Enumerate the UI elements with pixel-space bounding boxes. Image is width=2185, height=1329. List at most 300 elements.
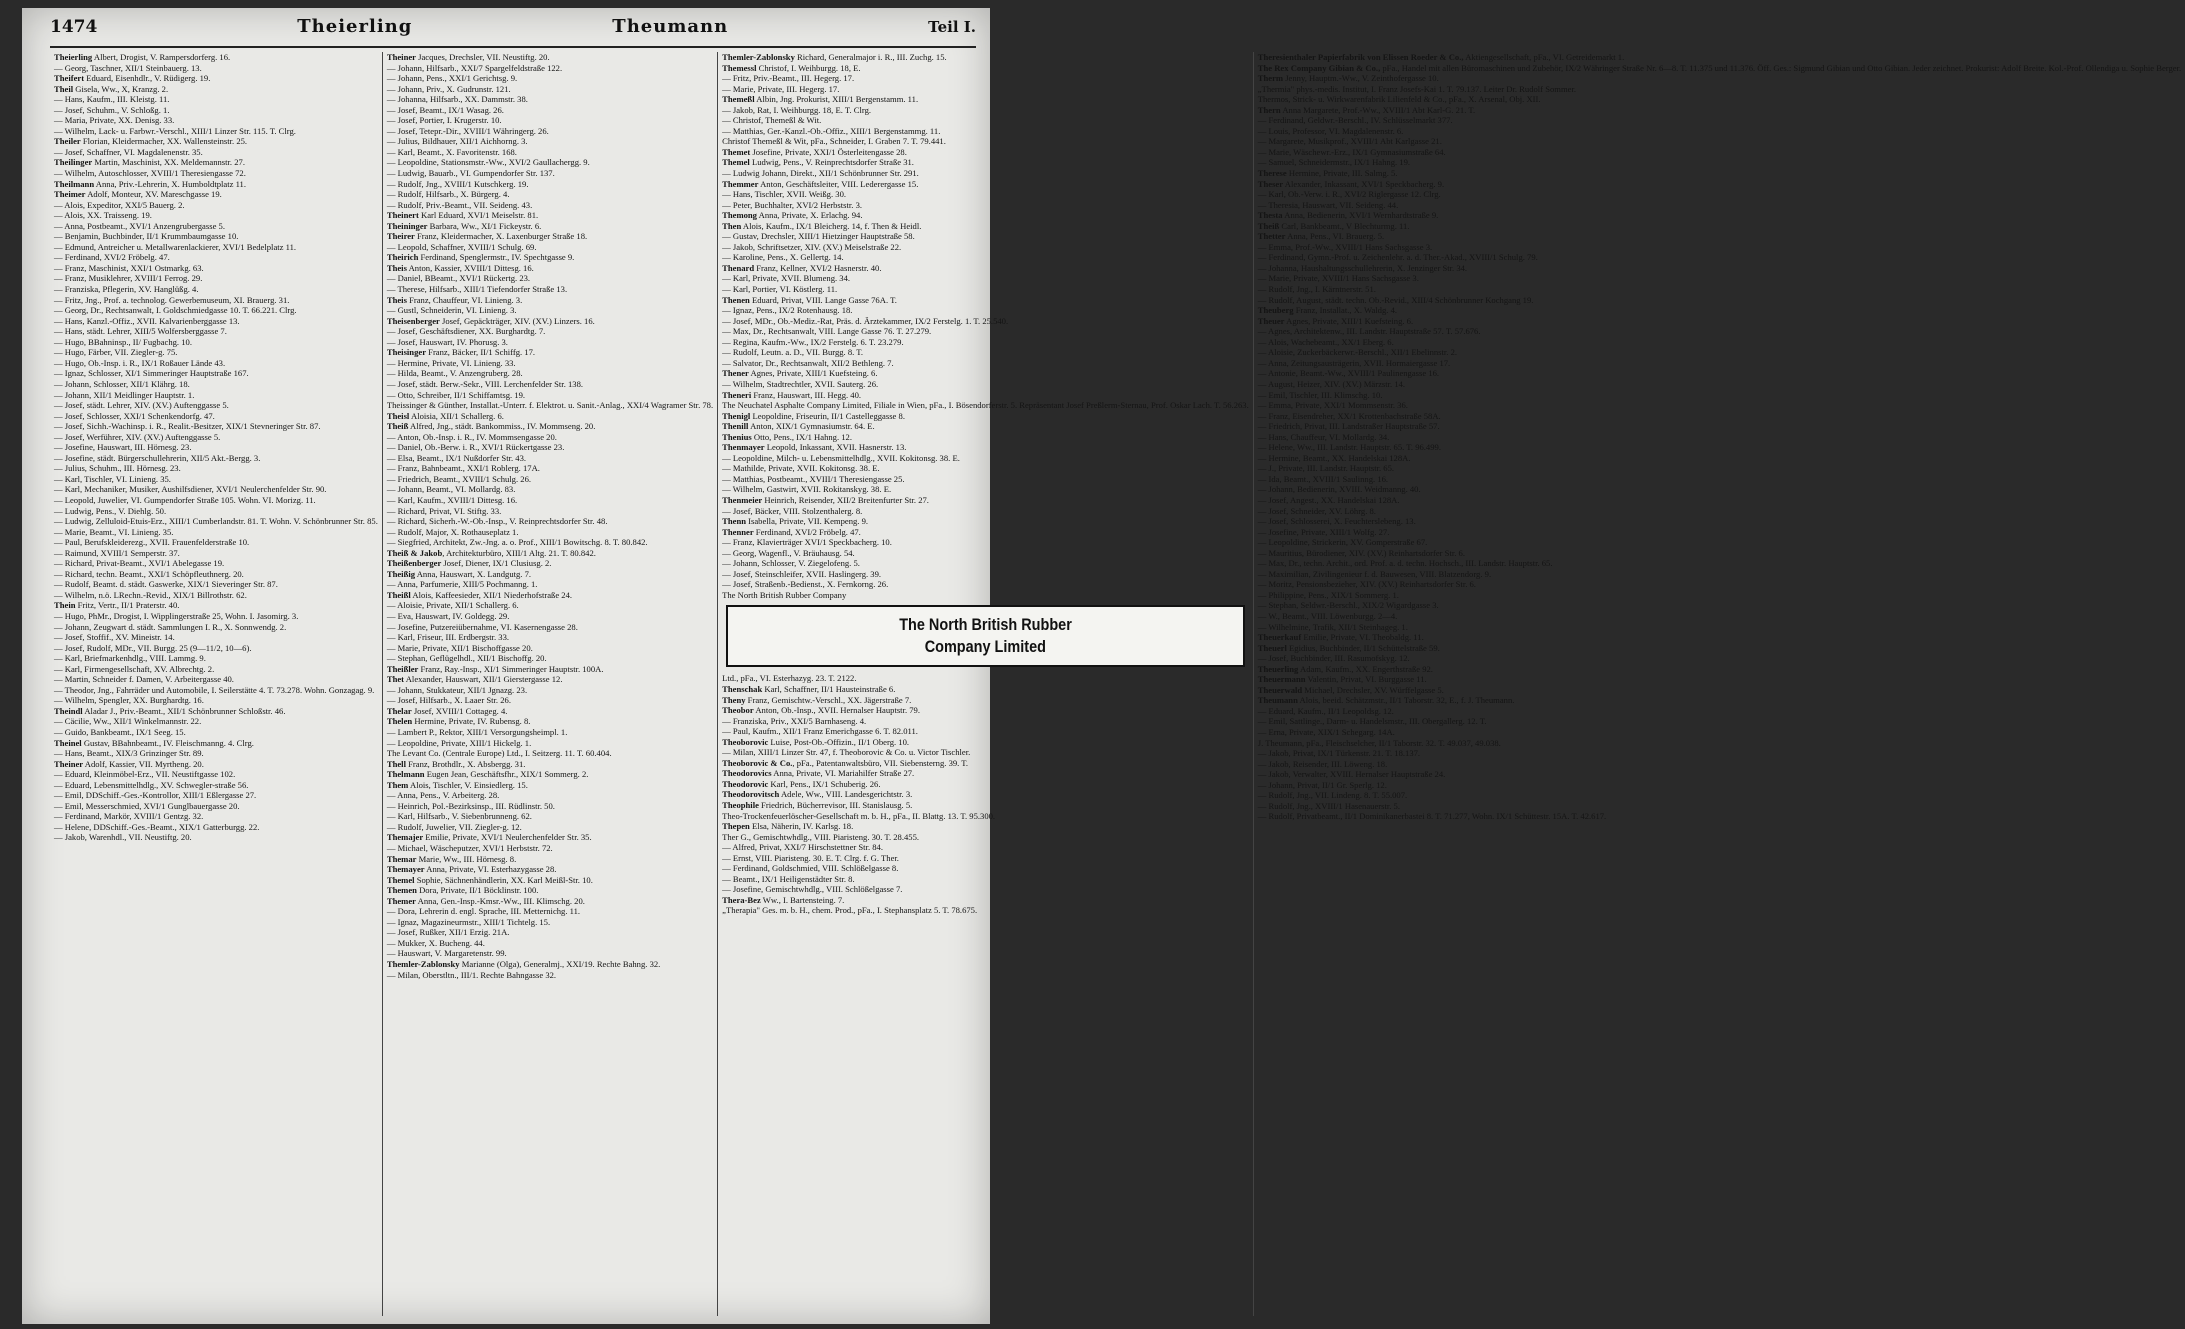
directory-entry bbox=[54, 506, 378, 517]
entry-details: — Josefine, Hauswart, III. Hörnesg. 23. bbox=[54, 442, 192, 453]
entry-details: — Jakob, Verwalter, XVIII. Hernalser Hauptstraße 24. bbox=[1257, 769, 1446, 780]
entry-details: Christof Themeßl & Wit, pFa., Schneider, I. Graben 7. T. 79.441. bbox=[722, 136, 946, 147]
directory-entry bbox=[722, 94, 1249, 105]
directory-entry bbox=[54, 105, 378, 116]
entry-details: J. Theumann, pFa., Fleischselcher, II/1 Taborstr. 32. T. 49.037, 49.038. bbox=[1257, 737, 1501, 748]
directory-entry bbox=[387, 548, 713, 559]
entry-surname: Thell bbox=[386, 758, 406, 769]
directory-entry bbox=[1258, 801, 2181, 812]
entry-surname: Themayer bbox=[386, 864, 425, 875]
entry-details: Franz, Gemischtw.-Verschl., XX. Jägerstraße 7. bbox=[745, 694, 912, 705]
directory-entry bbox=[722, 800, 1249, 811]
directory-entry bbox=[54, 706, 378, 717]
entry-surname: Themessl bbox=[722, 62, 757, 73]
entry-details: — Milan, XIII/1 Linzer Str. 47, f. Theoborovic & Co. u. Victor Tischler. bbox=[722, 747, 971, 758]
directory-entry bbox=[1258, 579, 2181, 590]
directory-entry bbox=[54, 295, 378, 306]
directory-entry bbox=[387, 843, 713, 854]
entry-details: — Josef, Hauswart, IV. Phorusg. 3. bbox=[386, 336, 508, 347]
entry-details: — Edmund, Antreicher u. Metallwarenlackierer, XVI/1 Bedelplatz 11. bbox=[54, 241, 297, 252]
entry-surname: Theuberg bbox=[1257, 305, 1294, 316]
directory-entry bbox=[54, 179, 378, 190]
entry-details: — Josef, Werführer, XIV. (XV.) Auftenggasse 5. bbox=[54, 431, 221, 442]
directory-entry bbox=[54, 611, 378, 622]
page-number: 1474 bbox=[50, 17, 98, 37]
entry-details: — Johann, Schlosser, V. Ziegelofeng. 5. bbox=[722, 558, 860, 569]
directory-entry bbox=[387, 885, 713, 896]
directory-entry bbox=[1258, 368, 2181, 379]
directory-entry bbox=[387, 674, 713, 685]
entry-details: Alois, beeid. Schätzmstr., II/1 Taborstr. 32, E., f. J. Theumann. bbox=[1297, 695, 1515, 706]
directory-entry bbox=[1258, 632, 2181, 643]
directory-entry bbox=[1258, 442, 2181, 453]
directory-entry bbox=[387, 189, 713, 200]
directory-entry bbox=[54, 189, 378, 200]
entry-details: — Maria, Private, XX. Denisg. 33. bbox=[54, 115, 175, 126]
entry-details: — Wilhelm, Gastwirt, XVII. Rokitanskyg. 38. E. bbox=[722, 484, 892, 495]
entry-details: — Matthias, Postbeamt., XVIII/1 Theresiengasse 25. bbox=[722, 473, 905, 484]
entry-details: — Wilhelm, Lack- u. Farbwr.-Verschl., XIII/1 Linzer Str. 115. T. Clrg. bbox=[54, 125, 296, 136]
entry-details: — Georg, Wagenfl., V. Bräuhausg. 54. bbox=[722, 547, 855, 558]
directory-entry bbox=[1258, 305, 2181, 316]
directory-entry bbox=[1258, 94, 2181, 105]
entry-details: — Hans, Beamt., XIX/3 Grinzinger Str. 89. bbox=[54, 748, 204, 759]
directory-entry bbox=[722, 411, 1249, 422]
directory-entry bbox=[54, 748, 378, 759]
directory-entry bbox=[387, 780, 713, 791]
entry-surname: Themen bbox=[386, 885, 417, 896]
directory-entry bbox=[1258, 136, 2181, 147]
directory-entry bbox=[54, 664, 378, 675]
directory-entry bbox=[722, 347, 1249, 358]
entry-details: — Karl, Portier, VI. Köstlerg. 11. bbox=[722, 284, 838, 295]
directory-entry bbox=[722, 895, 1249, 906]
entry-surname: Themar bbox=[386, 853, 417, 864]
directory-entry bbox=[1258, 316, 2181, 327]
directory-entry bbox=[54, 63, 378, 74]
directory-entry bbox=[387, 906, 713, 917]
entry-details: Theissinger & Günther, Installat.-Unterr. f. Elektrot. u. Sanit.-Anlag., XXI/4 Wagramer Str. 78. bbox=[386, 400, 714, 411]
directory-entry bbox=[1258, 358, 2181, 369]
directory-entry bbox=[54, 653, 378, 664]
entry-details: — Alois, Wachebeamt., XX/1 Eberg. 6. bbox=[1257, 336, 1394, 347]
entry-surname: Theilinger bbox=[54, 157, 93, 168]
entry-details: Anna, Private, X. Erlachg. 94. bbox=[756, 210, 863, 221]
directory-entry bbox=[1258, 189, 2181, 200]
entry-details: Elsa, Näherin, IV. Karlsg. 18. bbox=[749, 821, 854, 832]
entry-surname: Theimer bbox=[54, 189, 86, 200]
directory-entry bbox=[722, 284, 1249, 295]
entry-surname: Thenmayer bbox=[722, 442, 765, 453]
directory-entry bbox=[722, 863, 1249, 874]
entry-details: — Karl, Hilfsarb., V. Siebenbrunneng. 62. bbox=[386, 811, 532, 822]
entry-details: Florian, Kleidermacher, XX. Wallensteinstr. 25. bbox=[80, 136, 248, 147]
directory-entry bbox=[387, 896, 713, 907]
directory-entry bbox=[54, 674, 378, 685]
entry-surname: Therese bbox=[1257, 168, 1287, 179]
entry-details: — Marie, Wäschewr.-Erz., IX/1 Gymnasiumstraße 64. bbox=[1257, 146, 1446, 157]
directory-entry bbox=[387, 242, 713, 253]
directory-entry bbox=[722, 400, 1249, 411]
directory-entry bbox=[722, 779, 1249, 790]
entry-details: — Marie, Private, III. Hegerg. 17. bbox=[722, 83, 840, 94]
directory-entry bbox=[54, 600, 378, 611]
entry-details: — Emma, Private, XXI/1 Mommsenstr. 36. bbox=[1257, 400, 1408, 411]
entry-details: Karl, Schaffner, II/1 Hausteinstraße 6. bbox=[762, 683, 896, 694]
directory-entry bbox=[1258, 126, 2181, 137]
directory-entry bbox=[1258, 379, 2181, 390]
directory-entry bbox=[1258, 664, 2181, 675]
directory-entry bbox=[54, 126, 378, 137]
directory-entry bbox=[54, 379, 378, 390]
directory-entry bbox=[722, 537, 1249, 548]
entry-details: — Martin, Schneider f. Damen, V. Arbeitergasse 40. bbox=[54, 674, 234, 685]
entry-surname: Thenner bbox=[722, 526, 754, 537]
entry-details: — Mathilde, Private, XVII. Kokitonsg. 38. E. bbox=[722, 463, 880, 474]
entry-surname: Theobor bbox=[722, 705, 754, 716]
directory-entry bbox=[722, 242, 1249, 253]
entry-details: Josefine, Private, XXI/1 Österleitengasse 28. bbox=[750, 146, 907, 157]
directory-entry bbox=[1258, 506, 2181, 517]
entry-details: — W., Beamt., VIII. Löwenburgg. 2—4. bbox=[1257, 610, 1398, 621]
entry-surname: Thenschak bbox=[722, 683, 763, 694]
entry-details: Anna, Private, VI. Mariahilfer Straße 27. bbox=[771, 768, 915, 779]
entry-details: — Josef, Schlosserei, X. Feuchterslebeng. 13. bbox=[1257, 516, 1416, 527]
entry-details: Franz, Hauswart, III. Hegg. 40. bbox=[751, 389, 862, 400]
directory-entry bbox=[387, 748, 713, 759]
directory-entry bbox=[722, 263, 1249, 274]
directory-entry bbox=[722, 358, 1249, 369]
entry-details: , Architekturbüro, XIII/1 Altg. 21. T. 80.842. bbox=[442, 547, 596, 558]
entry-details: — Hans, Kanzl.-Offiz., XVII. Kalvarienberggasse 13. bbox=[54, 315, 240, 326]
entry-details: Sophie, Sächnenhändlerin, XX. Karl Meißl-Str. 10. bbox=[414, 874, 593, 885]
directory-entry bbox=[1258, 590, 2181, 601]
directory-entry bbox=[387, 221, 713, 232]
directory-entry bbox=[722, 495, 1249, 506]
entry-details: — Karoline, Pens., X. Gellertg. 14. bbox=[722, 252, 844, 263]
entry-details: Otto, Pens., IX/1 Hahng. 12. bbox=[751, 431, 853, 442]
entry-details: Emilie, Private, VI. Theobaldg. 11. bbox=[1301, 632, 1424, 643]
directory-entry bbox=[54, 337, 378, 348]
directory-entry bbox=[387, 115, 713, 126]
directory-entry bbox=[1258, 63, 2181, 74]
directory-entry bbox=[54, 790, 378, 801]
directory-entry bbox=[1258, 622, 2181, 633]
directory-entry bbox=[387, 63, 713, 74]
entry-details: Josef, XVIII/1 Cottageg. 4. bbox=[411, 705, 508, 716]
directory-entry bbox=[722, 548, 1249, 559]
entry-details: Ferdinand, XVI/2 Fröbelg. 47. bbox=[753, 526, 861, 537]
directory-entry bbox=[1258, 242, 2181, 253]
directory-entry bbox=[54, 643, 378, 654]
directory-entry bbox=[54, 801, 378, 812]
entry-details: Thermos, Strick- u. Wirkwarenfabrik Lilienfeld & Co., pFa., X. Arsenal, Obj. XII. bbox=[1257, 94, 1541, 105]
directory-entry bbox=[722, 52, 1249, 63]
entry-details: — Karl, Friseur, III. Erdbergstr. 33. bbox=[386, 632, 510, 643]
entry-details: — Jakob, Rat, I. Weihburgg. 18, E. T. Clrg. bbox=[722, 104, 872, 115]
directory-entry bbox=[1258, 52, 2181, 63]
directory-entry bbox=[54, 685, 378, 696]
directory-entry bbox=[1258, 769, 2181, 780]
entry-details: Albert, Drogist, V. Rampersdorferg. 16. bbox=[92, 52, 231, 62]
entry-surname: Themer bbox=[386, 895, 416, 906]
entry-details: Marianne (Olga), Generalmj., XXI/19. Rechte Bahng. 32. bbox=[459, 959, 661, 970]
entry-details: — Wilhelm, Stadtrechtler, XVII. Sauterg. 26. bbox=[722, 378, 879, 389]
entry-details: Ludwig, Pens., V. Reinprechtsdorfer Straße 31. bbox=[749, 157, 914, 168]
entry-details: Jenny, Hauptm.-Ww., V. Zeinthofergasse 10. bbox=[1283, 73, 1439, 84]
directory-entry bbox=[1258, 748, 2181, 759]
directory-entry bbox=[54, 727, 378, 738]
directory-entry bbox=[387, 168, 713, 179]
directory-entry bbox=[387, 326, 713, 337]
entry-details: — Matthias, Ger.-Kanzl.-Ob.-Offiz., XIII/1 Bergenstammg. 11. bbox=[722, 125, 941, 136]
entry-details: Alois, Tischler, V. Einsiedlerg. 15. bbox=[408, 779, 528, 790]
directory-entry bbox=[1258, 653, 2181, 664]
directory-entry bbox=[387, 379, 713, 390]
entry-details: — Karl, Beamt., X. Favoritenstr. 168. bbox=[386, 146, 517, 157]
directory-entry bbox=[387, 390, 713, 401]
entry-details: „Thermia" phys.-medis. Institut, I. Franz Josefs-Kai 1. T. 79.137. Leiter Dr. Rudolf Sommer. bbox=[1257, 83, 1576, 94]
directory-entry bbox=[722, 579, 1249, 590]
entry-details: — Leopoldine, Strickerin, XV. Gomperstraße 67. bbox=[1257, 537, 1428, 548]
directory-entry bbox=[54, 590, 378, 601]
entry-details: Anna, Gen.-Insp.-Kmsr.-Ww., III. Klimschg. 20. bbox=[415, 895, 585, 906]
directory-entry bbox=[722, 590, 1249, 601]
directory-entry bbox=[1258, 84, 2181, 95]
entry-details: — Rudolf, Leutn. a. D., VII. Burgg. 8. T. bbox=[722, 347, 864, 358]
directory-entry bbox=[722, 516, 1249, 527]
entry-details: — August, Heizer, XIV. (XV.) Märzstr. 14. bbox=[1257, 378, 1406, 389]
directory-entry bbox=[722, 737, 1249, 748]
directory-entry bbox=[1258, 231, 2181, 242]
entry-surname: Them bbox=[386, 779, 409, 790]
entry-details: — Erna, Private, XIX/1 Schegarg. 14A. bbox=[1257, 727, 1395, 737]
entry-details: — Johann, XII/1 Meidlinger Hauptstr. 1. bbox=[54, 389, 195, 400]
entry-details: — Johanna, Hilfsarb., XX. Dammstr. 38. bbox=[386, 94, 528, 105]
directory-entry bbox=[387, 453, 713, 464]
directory-entry bbox=[54, 305, 378, 316]
entry-details: — Otto, Schreiber, II/1 Schiffamtsg. 19. bbox=[386, 389, 526, 400]
entry-details: Eduard, Privat, VIII. Lange Gasse 76A. T. bbox=[749, 294, 897, 305]
directory-entry bbox=[387, 421, 713, 432]
directory-entry bbox=[1258, 179, 2181, 190]
directory-entry bbox=[387, 600, 713, 611]
directory-entry bbox=[387, 970, 713, 981]
entry-details: Anna Margarete, Prof.-Ww., XVIII/1 Abt Karl-G. 21. T. bbox=[1280, 104, 1476, 115]
directory-entry bbox=[1258, 759, 2181, 770]
entry-details: — Richard, techn. Beamt., XXI/1 Schöpfleuthnerg. 20. bbox=[54, 568, 244, 579]
directory-entry bbox=[54, 527, 378, 538]
entry-details: Eugen Jean, Geschäftsfhr., XIX/1 Sommerg. 2. bbox=[424, 769, 589, 780]
directory-entry bbox=[387, 917, 713, 928]
entry-details: Marie, Ww., III. Hörnesg. 8. bbox=[416, 853, 517, 864]
directory-entry bbox=[722, 157, 1249, 168]
directory-entry bbox=[387, 948, 713, 959]
entry-surname: Theodorovic bbox=[722, 778, 769, 789]
directory-entry bbox=[722, 252, 1249, 263]
entry-details: pFa., Handel mit allen Büromaschinen und Zubehör, IX/2 Währinger Straße Nr. 6—8. T. 11.375 und 11.376. Öff. Ges.: Sigmund Gibian und Otto Gibian. Jeder zeichnet. Prokurist: Adolf Breite. Kol.-Prof. Ollendiga u. Sophie Berger. bbox=[1380, 62, 2182, 73]
entry-details: — Lambert P., Rektor, XIII/1 Versorgungsheimpl. 1. bbox=[386, 727, 568, 737]
entry-details: Ther G., Gemischtwhdlg., VIII. Piaristeng. 30. T. 28.455. bbox=[722, 831, 920, 842]
directory-entry bbox=[54, 273, 378, 284]
directory-entry bbox=[1258, 210, 2181, 221]
entry-surname: Theuerwald bbox=[1257, 684, 1303, 695]
entry-details: — Wilhelmine, Trafik, XII/1 Steinhageg. 1. bbox=[1257, 621, 1408, 632]
directory-entry bbox=[722, 432, 1249, 443]
entry-details: — Mukker, X. Bucheng. 44. bbox=[386, 937, 485, 948]
directory-entry bbox=[387, 358, 713, 369]
entry-details: — Ignaz, Magazineurmstr., XIII/1 Tichtelg. 15. bbox=[386, 916, 551, 927]
directory-entry bbox=[54, 769, 378, 780]
directory-entry bbox=[1258, 200, 2181, 211]
entry-details: Emilie, Private, XVI/1 Neulerchenfelder Str. 35. bbox=[423, 832, 592, 843]
entry-details: Christof, I. Weihburgg. 18, E. bbox=[756, 62, 861, 73]
entry-details: Hermine, Private, III. Salmg. 5. bbox=[1286, 168, 1398, 179]
entry-details: — Josef, Schneider, XV. Löhrg. 8. bbox=[1257, 505, 1376, 516]
entry-details: Karl, Pens., IX/1 Schuberig. 26. bbox=[768, 778, 881, 789]
entry-details: — Salvator, Dr., Rechtsanwalt, XII/2 Bethleng. 7. bbox=[722, 357, 894, 368]
entry-details: — Antonie, Beamt.-Ww., XVIII/1 Paulinengasse 16. bbox=[1257, 368, 1440, 379]
directory-entry bbox=[54, 242, 378, 253]
directory-entry bbox=[387, 854, 713, 865]
entry-surname: Theißig bbox=[386, 568, 416, 579]
entry-details: — Jakob, Schriftsetzer, XIV. (XV.) Meiselstraße 22. bbox=[722, 241, 902, 252]
entry-surname: Theisinger bbox=[386, 347, 427, 358]
column-4 bbox=[1254, 52, 2185, 1316]
entry-surname: Theresienthaler Papierfabrik von Elissen Roeder & Co., bbox=[1257, 52, 1464, 62]
directory-entry bbox=[54, 221, 378, 232]
entry-details: Barbara, Ww., XI/1 Fickeystr. 6. bbox=[427, 220, 542, 231]
directory-entry bbox=[1258, 263, 2181, 274]
directory-entry bbox=[54, 168, 378, 179]
entry-details: — Josef, Geschäftsdiener, XX. Burghardtg. 7. bbox=[386, 326, 546, 337]
entry-details: — Karl, Ob.-Verw. i. R., XVI/2 Riglergasse 12. Clrg. bbox=[1257, 189, 1441, 200]
entry-details: Leopoldine, Friseurin, II/1 Castelleggasse 8. bbox=[750, 410, 905, 421]
entry-details: — Anna, Postbeamt., XVI/1 Anzengrubergasse 5. bbox=[54, 220, 225, 231]
directory-entry bbox=[387, 252, 713, 263]
entry-details: Martin, Maschinist, XX. Meldemannstr. 27. bbox=[92, 157, 245, 168]
entry-details: — Hugo, Färber, VII. Ziegler-g. 75. bbox=[54, 347, 178, 358]
entry-surname: Therm bbox=[1257, 73, 1284, 84]
entry-details: — Rudolf, Priv.-Beamt., VII. Seideng. 43. bbox=[386, 199, 533, 210]
entry-surname: Theißl bbox=[386, 589, 411, 600]
entry-details: Anna, Hauswart, X. Landgutg. 7. bbox=[415, 568, 532, 579]
running-head-left: Theierling bbox=[297, 16, 413, 37]
directory-entry bbox=[387, 864, 713, 875]
directory-entry bbox=[387, 442, 713, 453]
directory-entry bbox=[54, 400, 378, 411]
entry-details: — Dora, Lehrerin d. engl. Sprache, III. Metternichg. 11. bbox=[386, 906, 581, 917]
entry-surname: The Rex Company Gibian & Co., bbox=[1257, 62, 1381, 73]
directory-entry bbox=[1258, 716, 2181, 727]
entry-surname: Thet bbox=[386, 674, 405, 685]
entry-details: — Karl, Briefmarkenhdlg., VIII. Lammg. 9. bbox=[54, 653, 206, 664]
directory-entry bbox=[387, 579, 713, 590]
directory-entry bbox=[1258, 706, 2181, 717]
directory-entry bbox=[722, 231, 1249, 242]
entry-details: — Ludwig Johann, Direkt., XII/1 Schönbrunner Str. 291. bbox=[722, 168, 919, 179]
entry-details: — Rudolf, Jng., XVIII/1 Kutschkerg. 19. bbox=[386, 178, 529, 189]
entry-details: — Moritz, Pensionsbezieher, XIV. (XV.) Reinhartsdorfer Str. 6. bbox=[1257, 579, 1476, 590]
directory-entry bbox=[387, 495, 713, 506]
advertisement-text: The North British Rubber bbox=[899, 615, 1072, 635]
entry-surname: Theiß bbox=[1257, 220, 1280, 231]
directory-entry bbox=[1258, 421, 2181, 432]
directory-entry bbox=[722, 368, 1249, 379]
entry-details: — Hauswart, V. Margaretenstr. 99. bbox=[386, 948, 507, 959]
directory-entry bbox=[54, 263, 378, 274]
directory-entry bbox=[387, 84, 713, 95]
directory-entry bbox=[387, 474, 713, 485]
entry-surname: Thenill bbox=[722, 421, 749, 432]
entry-details: — Eva, Hauswart, IV. Goldegg. 29. bbox=[386, 610, 510, 621]
entry-details: — Richard, Privat, VI. Stiftg. 33. bbox=[386, 505, 502, 516]
entry-details: — Josef, Buchbinder, III. Rasumofskyg. 12. bbox=[1257, 653, 1410, 664]
entry-details: — Mauritius, Bürodiener, XIV. (XV.) Reinhartsdorfer Str. 6. bbox=[1257, 547, 1465, 558]
directory-entry bbox=[1258, 695, 2181, 706]
directory-entry bbox=[722, 874, 1249, 885]
entry-details: — Ferdinand, Markör, XVIII/1 Gentzg. 32. bbox=[54, 811, 204, 822]
directory-entry bbox=[387, 832, 713, 843]
directory-entry bbox=[722, 421, 1249, 432]
directory-entry bbox=[387, 157, 713, 168]
entry-details: Anna, Bedienerin, XVI/1 Wernhardtstraße 9. bbox=[1282, 210, 1439, 221]
entry-details: — Paul, Kaufm., XII/1 Franz Emerichgasse 6. T. 82.011. bbox=[722, 726, 918, 737]
entry-details: — Therese, Hilfsarb., XIII/1 Tiefendorfer Straße 13. bbox=[386, 284, 568, 295]
entry-details: — Guido, Bankbeamt., IX/1 Seeg. 15. bbox=[54, 727, 186, 737]
entry-details: Theo-Trockenfeuerlöscher-Gesellschaft m. b. H., pFa., II. Blattg. 13. T. 95.300. bbox=[722, 810, 996, 821]
entry-surname: Theuerling bbox=[1257, 663, 1299, 674]
directory-entry bbox=[387, 337, 713, 348]
entry-surname: Theisl bbox=[386, 410, 410, 421]
entry-details: — Hans, Chauffeur, VI. Mollardg. 34. bbox=[1257, 431, 1390, 442]
directory-entry bbox=[722, 179, 1249, 190]
directory-entry bbox=[387, 611, 713, 622]
entry-details: — Stephan, Geflügelhdl., XII/1 Bischoffg. 20. bbox=[386, 653, 547, 664]
entry-details: — Jakob, Warenhdl., VII. Neustiftg. 20. bbox=[54, 832, 192, 843]
entry-details: Dora, Private, II/1 Böcklinstr. 100. bbox=[416, 885, 539, 896]
entry-details: — Max, Dr., techn. Archit., ord. Prof. a. d. techn. Hochsch., III. Landstr. Hauptstr. 65. bbox=[1257, 558, 1553, 569]
entry-details: — Georg, Dr., Rechtsanwalt, I. Goldschmiedgasse 10. T. 66.221. Clrg. bbox=[54, 305, 297, 316]
directory-entry bbox=[1258, 527, 2181, 538]
entry-details: — Rudolf, Jng., XVIII/1 Hasenauerstr. 5. bbox=[1257, 800, 1400, 811]
entry-details: — Regina, Kaufm.-Ww., IX/2 Ferstelg. 6. T. 23.279. bbox=[722, 336, 904, 347]
entry-details: — Josef, Straßenb.-Bedienst., X. Fernkorng. 26. bbox=[722, 579, 889, 590]
directory-entry bbox=[722, 506, 1249, 517]
entry-details: Alexander, Inkassant, XVI/1 Speckbacherg. 9. bbox=[1283, 178, 1445, 189]
directory-entry bbox=[722, 558, 1249, 569]
directory-entry bbox=[722, 832, 1249, 843]
directory-entry bbox=[722, 326, 1249, 337]
directory-entry bbox=[387, 938, 713, 949]
directory-entry bbox=[54, 548, 378, 559]
directory-entry bbox=[722, 474, 1249, 485]
directory-entry bbox=[387, 136, 713, 147]
entry-details: — Wilhelm, Spengler, XX. Burghardtg. 16. bbox=[54, 695, 204, 706]
entry-surname: Theuerkauf bbox=[1257, 632, 1302, 643]
directory-entry bbox=[1258, 453, 2181, 464]
entry-details: — Leopold, Schaffner, XVIII/1 Schulg. 69. bbox=[386, 241, 537, 252]
entry-details: — Emil, DDSchiff.-Ges.-Kontrollor, XIII/1 Eßlergasse 27. bbox=[54, 790, 257, 801]
directory-entry bbox=[1258, 495, 2181, 506]
directory-entry bbox=[387, 959, 713, 970]
entry-details: Agnes, Private, XIII/1 Kuefsteing. 6. bbox=[748, 368, 878, 379]
directory-entry bbox=[387, 295, 713, 306]
entry-details: Isabella, Private, VII. Kempeng. 9. bbox=[746, 516, 869, 527]
entry-details: — Stephan, Seldwr.-Berschl., XIX/2 Wigardgasse 3. bbox=[1257, 600, 1439, 611]
directory-entry bbox=[722, 84, 1249, 95]
directory-entry bbox=[387, 105, 713, 116]
